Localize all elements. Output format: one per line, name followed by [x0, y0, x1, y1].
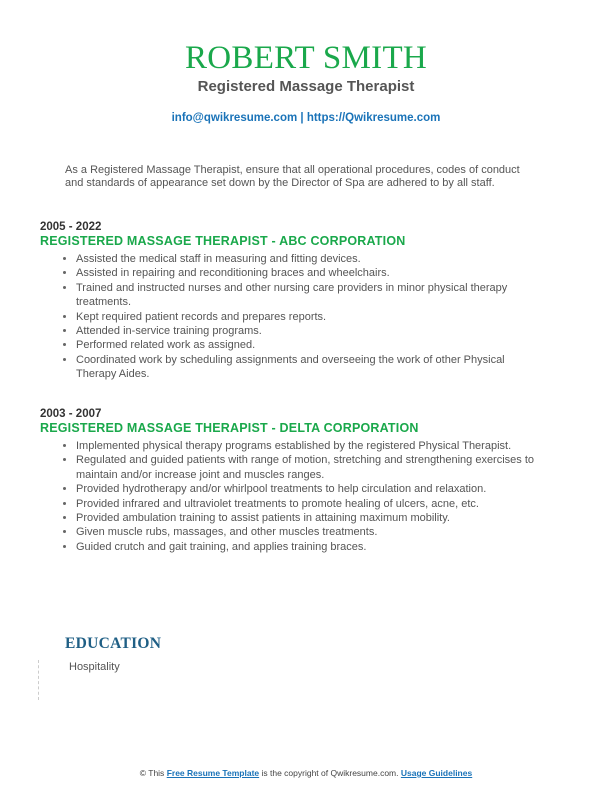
website-link[interactable]: https://Qwikresume.com	[306, 112, 441, 124]
summary-text: As a Registered Massage Therapist, ensure that all operational procedures, codes of conduct and standards of appearance set down by the Director of Spa are adhered to by all staff.	[65, 164, 520, 189]
footer-middle: is the copyright of Qwikresume.com.	[261, 768, 399, 778]
bullet-item: • Assisted the medical staff in measuring and fitting devices.	[76, 252, 540, 266]
experience-dates: 2005 - 2022	[40, 221, 102, 233]
footer-prefix: © This	[139, 768, 165, 778]
candidate-name: ROBERT SMITH	[184, 40, 428, 76]
usage-guidelines-link[interactable]: Usage Guidelines	[400, 768, 473, 778]
bullet-item: • Assisted in repairing and reconditioning braces and wheelchairs.	[76, 266, 540, 280]
bullet-item: • Attended in-service training programs.	[76, 324, 540, 338]
bullet-item: • Provided ambulation training to assist patients in attaining maximum mobility.	[76, 511, 540, 525]
contact-line	[0, 111, 612, 125]
bullet-item: • Regulated and guided patients with range of motion, stretching and strengthening exercises to maintain and/or increase joint and muscles ranges.	[76, 453, 540, 482]
bullet-item: • Provided hydrotherapy and/or whirlpool treatments to help circulation and relaxation.	[76, 482, 540, 496]
bullet-item: • Implemented physical therapy programs established by the registered Physical Therapist.	[76, 439, 540, 453]
bullet-item: • Provided infrared and ultraviolet treatments to promote healing of ulcers, acne, etc.	[76, 497, 540, 511]
education-heading: EDUCATION	[65, 635, 162, 652]
bullet-item: • Kept required patient records and prepares reports.	[76, 310, 540, 324]
experience-entry-1	[40, 221, 540, 382]
experience-dates: 2003 - 2007	[40, 408, 102, 420]
bullet-item: • Trained and instructed nurses and other nursing care providers in minor physical therapy treatments.	[76, 281, 540, 310]
education-divider	[38, 660, 39, 700]
experience-title: REGISTERED MASSAGE THERAPIST - ABC CORPORATION	[40, 234, 406, 248]
bullet-item: • Performed related work as assigned.	[76, 338, 540, 352]
experience-title: REGISTERED MASSAGE THERAPIST - DELTA CORPORATION	[40, 421, 419, 435]
bullet-item: • Coordinated work by scheduling assignments and overseeing the work of other Physical Therapy Aides.	[76, 353, 540, 382]
email-link[interactable]: info@qwikresume.com	[171, 112, 298, 124]
education-item: Hospitality	[69, 661, 120, 673]
bullet-item: • Given muscle rubs, massages, and other muscles treatments.	[76, 525, 540, 539]
contact-separator: |	[300, 112, 304, 124]
experience-bullets	[40, 252, 540, 382]
footer	[0, 768, 612, 779]
experience-entry-2	[40, 408, 540, 554]
bullet-item: • Guided crutch and gait training, and applies training braces.	[76, 540, 540, 554]
job-title: Registered Massage Therapist	[197, 78, 415, 95]
free-resume-template-link[interactable]: Free Resume Template	[166, 768, 260, 778]
experience-bullets	[40, 439, 540, 554]
